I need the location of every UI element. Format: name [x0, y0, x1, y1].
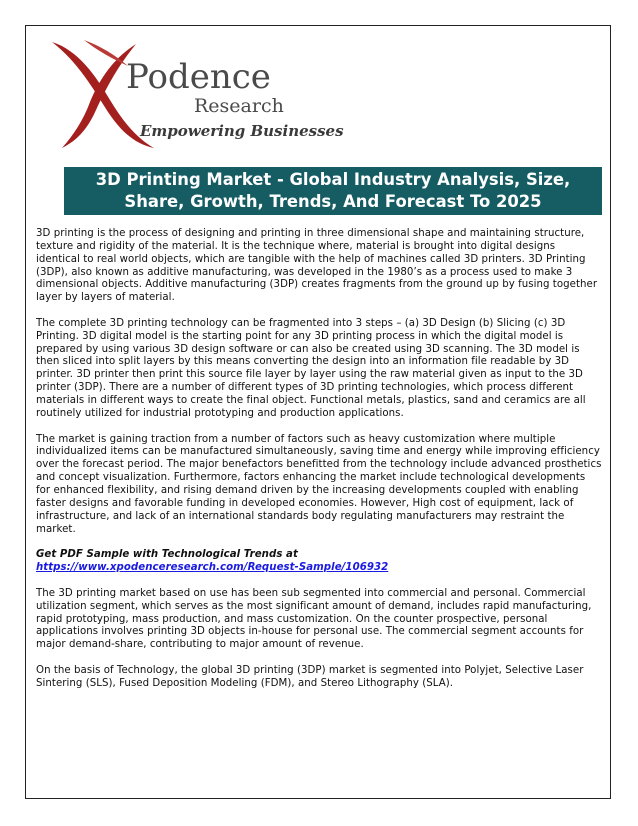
logo-x-swoosh-3 [84, 40, 128, 66]
document-title: 3D Printing Market - Global Industry Analysis, Size, Share, Growth, Trends, And Forecast To 2025 [95, 170, 571, 211]
sample-callout [36, 549, 602, 575]
paragraph-market-factors: The market is gaining traction from a number of factors such as heavy customization where multiple individualized items can be manufactured simultaneously, saving time and energy while improving efficiency over the forecast period. The major benefactors benefitted from the technology include advanced prosthetics and concept visualization. Furthermore, factors enhancing the market include technological developments for enhanced flexibility, and rising demand driven by the increasing developments coupled with enabling faster designs and favorable funding in developed economies. However, High cost of equipment, lack of infrastructure, and lack of an international standards body regulating manufacturers may restraint the market. [36, 433, 602, 535]
paragraph-definition: 3D printing is the process of designing and printing in three dimensional shape and maintaining structure, texture and rigidity of the material. It is the technique where, material is brought into digital designs identical to real world objects, which are tangible with the help of machines called 3D printers. 3D Printing (3DP), also known as additive manufacturing, was developed in the 1980’s as a process used to make 3 dimensional objects. Additive manufacturing (3DP) creates fragments from the ground up by fusing together layer by layers of material. [36, 228, 598, 304]
paragraph-use-segments: The 3D printing market based on use has been sub segmented into commercial and personal. Commercial utilization segment, which serves as the most significant amount of demand, includes rapid manufacturing, rapid prototyping, mass production, and mass customization. On the counter prospective, personal applications involves printing 3D objects in-house for personal use. The commercial segment accounts for major demand-share, contributing to major amount of revenue. [36, 587, 592, 651]
title-banner [64, 167, 602, 215]
paragraph-technology-steps: The complete 3D printing technology can be fragmented into 3 steps – (a) 3D Design (b) Slicing (c) 3D Printing. 3D digital model is the starting point for any 3D printing process in which the digital model is prepared by using various 3D design software or can also be created using 3D scanning. The 3D model is then sliced into split layers by this means converting the design into an information file readable by 3D printer. 3D printer then print this source file layer by layer using the raw material given as input to the 3D printer (3DP). There are a number of different types of 3D printing technologies, which process different materials in different ways to create the final object. Functional metals, plastics, sand and ceramics are all routinely utilized for industrial prototyping and production applications. [36, 317, 586, 419]
logo-brand-text: Podence [126, 57, 271, 97]
paragraph-technology-segments: On the basis of Technology, the global 3D printing (3DP) market is segmented into Polyjet, Selective Laser Sintering (SLS), Fused Deposition Modeling (FDM), and Stereo Lithography (SLA). [36, 664, 584, 689]
document-body [36, 228, 602, 704]
logo-research-text: Research [194, 95, 284, 117]
xpodence-logo [44, 36, 344, 152]
sample-link[interactable]: https://www.xpodenceresearch.com/Request-Sample/106932 [36, 562, 389, 574]
logo-tagline-text: Empowering Businesses [140, 122, 344, 140]
sample-title: Get PDF Sample with Technological Trends at [36, 549, 298, 561]
